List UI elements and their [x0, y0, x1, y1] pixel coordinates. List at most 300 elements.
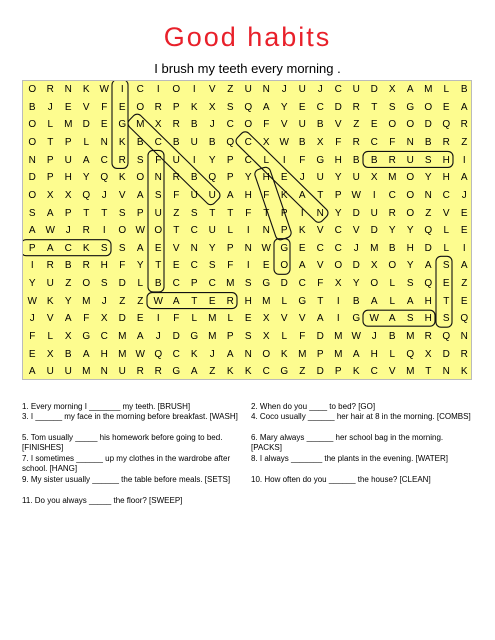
- grid-letter[interactable]: N: [316, 207, 324, 219]
- grid-letter[interactable]: H: [424, 295, 432, 307]
- grid-letter[interactable]: Y: [352, 278, 360, 290]
- grid-letter[interactable]: R: [136, 366, 144, 378]
- grid-letter[interactable]: J: [101, 189, 107, 201]
- grid-letter[interactable]: S: [136, 154, 144, 166]
- grid-letter[interactable]: L: [227, 225, 234, 237]
- grid-letter[interactable]: K: [226, 366, 234, 378]
- grid-letter[interactable]: C: [370, 366, 378, 378]
- grid-letter[interactable]: S: [388, 101, 396, 113]
- grid-letter[interactable]: A: [46, 207, 54, 219]
- grid-letter[interactable]: G: [316, 154, 325, 166]
- grid-letter[interactable]: S: [28, 207, 36, 219]
- grid-letter[interactable]: B: [298, 136, 306, 148]
- grid-letter[interactable]: V: [280, 313, 288, 325]
- grid-letter[interactable]: H: [244, 189, 252, 201]
- grid-letter[interactable]: H: [262, 172, 270, 184]
- grid-letter[interactable]: Z: [227, 84, 234, 95]
- grid-letter[interactable]: I: [192, 154, 196, 166]
- grid-letter[interactable]: A: [388, 313, 396, 325]
- grid-letter[interactable]: D: [118, 278, 126, 290]
- grid-letter[interactable]: I: [372, 189, 376, 201]
- grid-letter[interactable]: O: [262, 348, 271, 360]
- grid-letter[interactable]: V: [316, 225, 324, 237]
- grid-letter[interactable]: X: [370, 172, 378, 184]
- grid-letter[interactable]: F: [263, 189, 270, 201]
- grid-letter[interactable]: K: [118, 172, 126, 184]
- grid-letter[interactable]: S: [406, 278, 414, 290]
- grid-letter[interactable]: X: [370, 260, 378, 272]
- grid-letter[interactable]: A: [316, 313, 324, 325]
- grid-letter[interactable]: K: [118, 136, 126, 148]
- grid-letter[interactable]: C: [100, 154, 108, 166]
- grid-letter[interactable]: N: [406, 136, 414, 148]
- grid-letter[interactable]: O: [406, 172, 415, 184]
- grid-letter[interactable]: F: [155, 154, 162, 166]
- grid-letter[interactable]: V: [442, 207, 450, 219]
- grid-letter[interactable]: J: [353, 242, 359, 254]
- grid-letter[interactable]: I: [156, 313, 160, 325]
- grid-letter[interactable]: R: [82, 225, 90, 237]
- grid-letter[interactable]: N: [28, 154, 36, 166]
- grid-letter[interactable]: I: [336, 295, 340, 307]
- grid-letter[interactable]: T: [371, 101, 378, 113]
- grid-letter[interactable]: Z: [461, 278, 468, 290]
- grid-letter[interactable]: S: [424, 154, 432, 166]
- grid-letter[interactable]: F: [245, 207, 252, 219]
- grid-letter[interactable]: T: [173, 225, 180, 237]
- grid-letter[interactable]: A: [28, 225, 36, 237]
- grid-letter[interactable]: M: [370, 242, 379, 254]
- grid-letter[interactable]: U: [298, 119, 306, 131]
- grid-letter[interactable]: Z: [65, 278, 72, 290]
- grid-letter[interactable]: Q: [226, 136, 235, 148]
- grid-letter[interactable]: A: [82, 348, 90, 360]
- grid-letter[interactable]: S: [406, 313, 414, 325]
- grid-letter[interactable]: Y: [334, 207, 342, 219]
- grid-letter[interactable]: R: [154, 101, 162, 113]
- grid-letter[interactable]: N: [244, 242, 252, 254]
- grid-letter[interactable]: L: [191, 313, 198, 325]
- grid-letter[interactable]: I: [192, 84, 196, 95]
- grid-letter[interactable]: E: [298, 242, 306, 254]
- grid-letter[interactable]: L: [281, 331, 288, 343]
- grid-letter[interactable]: E: [262, 260, 270, 272]
- grid-letter[interactable]: C: [172, 278, 180, 290]
- grid-letter[interactable]: O: [82, 278, 91, 290]
- grid-letter[interactable]: D: [352, 260, 360, 272]
- grid-letter[interactable]: N: [190, 242, 198, 254]
- grid-letter[interactable]: X: [316, 136, 324, 148]
- grid-letter[interactable]: S: [190, 207, 198, 219]
- grid-letter[interactable]: F: [299, 154, 306, 166]
- grid-letter[interactable]: M: [388, 172, 397, 184]
- grid-letter[interactable]: H: [100, 348, 108, 360]
- grid-letter[interactable]: T: [47, 136, 54, 148]
- grid-letter[interactable]: Z: [209, 366, 216, 378]
- grid-letter[interactable]: N: [460, 331, 468, 343]
- grid-letter[interactable]: F: [227, 260, 234, 272]
- grid-letter[interactable]: E: [118, 101, 126, 113]
- grid-letter[interactable]: Y: [280, 101, 288, 113]
- grid-letter[interactable]: I: [336, 313, 340, 325]
- grid-letter[interactable]: C: [442, 189, 450, 201]
- grid-letter[interactable]: E: [460, 207, 468, 219]
- grid-letter[interactable]: P: [334, 189, 342, 201]
- grid-letter[interactable]: V: [334, 119, 342, 131]
- grid-letter[interactable]: O: [136, 172, 145, 184]
- grid-letter[interactable]: E: [442, 278, 450, 290]
- grid-letter[interactable]: R: [154, 366, 162, 378]
- grid-letter[interactable]: O: [172, 84, 181, 95]
- grid-letter[interactable]: U: [244, 84, 252, 95]
- grid-letter[interactable]: A: [352, 348, 360, 360]
- grid-letter[interactable]: W: [45, 225, 55, 237]
- grid-letter[interactable]: P: [190, 278, 198, 290]
- grid-letter[interactable]: I: [246, 225, 250, 237]
- grid-letter[interactable]: J: [317, 84, 323, 95]
- grid-letter[interactable]: P: [46, 154, 54, 166]
- grid-letter[interactable]: O: [28, 136, 37, 148]
- grid-letter[interactable]: B: [352, 295, 360, 307]
- grid-letter[interactable]: P: [334, 366, 342, 378]
- grid-letter[interactable]: R: [352, 136, 360, 148]
- grid-letter[interactable]: N: [100, 366, 108, 378]
- grid-letter[interactable]: K: [244, 366, 252, 378]
- grid-letter[interactable]: Q: [442, 119, 451, 131]
- grid-letter[interactable]: D: [118, 313, 126, 325]
- grid-letter[interactable]: T: [227, 207, 234, 219]
- grid-letter[interactable]: G: [118, 119, 127, 131]
- grid-letter[interactable]: C: [100, 331, 108, 343]
- grid-letter[interactable]: Y: [208, 242, 216, 254]
- grid-letter[interactable]: A: [370, 295, 378, 307]
- grid-letter[interactable]: M: [64, 119, 73, 131]
- grid-letter[interactable]: D: [334, 101, 342, 113]
- grid-letter[interactable]: A: [424, 260, 432, 272]
- grid-letter[interactable]: Y: [244, 172, 252, 184]
- grid-letter[interactable]: F: [101, 101, 108, 113]
- grid-letter[interactable]: U: [154, 207, 162, 219]
- grid-letter[interactable]: E: [154, 242, 162, 254]
- grid-letter[interactable]: I: [120, 84, 124, 95]
- grid-letter[interactable]: A: [406, 295, 414, 307]
- grid-letter[interactable]: Q: [100, 172, 109, 184]
- grid-letter[interactable]: E: [442, 101, 450, 113]
- grid-letter[interactable]: T: [263, 207, 270, 219]
- grid-letter[interactable]: W: [99, 84, 109, 95]
- grid-letter[interactable]: N: [100, 136, 108, 148]
- grid-letter[interactable]: O: [388, 260, 397, 272]
- grid-letter[interactable]: E: [28, 348, 36, 360]
- grid-letter[interactable]: K: [190, 348, 198, 360]
- grid-letter[interactable]: Z: [299, 366, 306, 378]
- grid-letter[interactable]: F: [317, 278, 324, 290]
- grid-letter[interactable]: E: [172, 260, 180, 272]
- grid-letter[interactable]: K: [352, 366, 360, 378]
- grid-letter[interactable]: S: [154, 189, 162, 201]
- grid-letter[interactable]: Z: [353, 119, 360, 131]
- grid-letter[interactable]: W: [27, 295, 37, 307]
- grid-letter[interactable]: G: [262, 278, 271, 290]
- grid-letter[interactable]: T: [209, 207, 216, 219]
- grid-letter[interactable]: T: [425, 366, 432, 378]
- grid-letter[interactable]: M: [118, 348, 127, 360]
- grid-letter[interactable]: X: [154, 119, 162, 131]
- grid-letter[interactable]: I: [462, 154, 466, 166]
- grid-letter[interactable]: R: [460, 119, 468, 131]
- grid-letter[interactable]: R: [460, 348, 468, 360]
- grid-letter[interactable]: A: [460, 172, 468, 184]
- grid-letter[interactable]: Q: [460, 313, 469, 325]
- grid-letter[interactable]: O: [370, 278, 379, 290]
- grid-letter[interactable]: Y: [406, 225, 414, 237]
- grid-letter[interactable]: L: [281, 295, 288, 307]
- grid-letter[interactable]: Q: [154, 348, 163, 360]
- grid-letter[interactable]: S: [100, 278, 108, 290]
- grid-letter[interactable]: G: [352, 313, 361, 325]
- grid-letter[interactable]: D: [316, 366, 324, 378]
- grid-letter[interactable]: F: [299, 331, 306, 343]
- grid-letter[interactable]: V: [352, 225, 360, 237]
- grid-letter[interactable]: O: [424, 101, 433, 113]
- grid-letter[interactable]: D: [442, 348, 450, 360]
- grid-letter[interactable]: J: [29, 313, 35, 325]
- grid-letter[interactable]: B: [388, 242, 396, 254]
- grid-letter[interactable]: C: [226, 119, 234, 131]
- grid-letter[interactable]: O: [406, 189, 415, 201]
- grid-letter[interactable]: I: [30, 260, 34, 272]
- grid-letter[interactable]: K: [82, 84, 90, 95]
- grid-letter[interactable]: D: [280, 278, 288, 290]
- grid-letter[interactable]: Y: [82, 172, 90, 184]
- grid-letter[interactable]: Z: [173, 207, 180, 219]
- grid-letter[interactable]: H: [442, 172, 450, 184]
- grid-letter[interactable]: G: [280, 366, 289, 378]
- grid-letter[interactable]: M: [226, 278, 235, 290]
- grid-letter[interactable]: J: [461, 189, 467, 201]
- grid-letter[interactable]: I: [156, 84, 160, 95]
- grid-letter[interactable]: S: [244, 331, 252, 343]
- grid-letter[interactable]: Z: [425, 207, 432, 219]
- grid-letter[interactable]: A: [136, 331, 144, 343]
- grid-letter[interactable]: A: [172, 295, 180, 307]
- grid-letter[interactable]: R: [46, 260, 54, 272]
- grid-letter[interactable]: X: [334, 278, 342, 290]
- grid-letter[interactable]: M: [424, 84, 433, 95]
- grid-letter[interactable]: Y: [424, 172, 432, 184]
- grid-letter[interactable]: U: [190, 136, 198, 148]
- grid-letter[interactable]: O: [118, 225, 127, 237]
- grid-letter[interactable]: B: [424, 136, 432, 148]
- grid-letter[interactable]: G: [190, 331, 199, 343]
- grid-letter[interactable]: R: [424, 331, 432, 343]
- grid-letter[interactable]: E: [460, 295, 468, 307]
- grid-letter[interactable]: X: [262, 331, 270, 343]
- grid-letter[interactable]: A: [82, 154, 90, 166]
- grid-letter[interactable]: P: [64, 136, 72, 148]
- grid-letter[interactable]: P: [280, 225, 288, 237]
- grid-letter[interactable]: V: [316, 260, 324, 272]
- grid-letter[interactable]: J: [371, 331, 377, 343]
- grid-letter[interactable]: I: [102, 225, 106, 237]
- grid-letter[interactable]: X: [64, 189, 72, 201]
- grid-letter[interactable]: E: [370, 119, 378, 131]
- grid-letter[interactable]: L: [389, 278, 396, 290]
- grid-letter[interactable]: X: [46, 348, 54, 360]
- grid-letter[interactable]: L: [443, 242, 450, 254]
- grid-letter[interactable]: U: [190, 189, 198, 201]
- grid-letter[interactable]: D: [424, 242, 432, 254]
- grid-letter[interactable]: M: [82, 295, 91, 307]
- grid-letter[interactable]: W: [351, 189, 361, 201]
- grid-letter[interactable]: R: [226, 295, 234, 307]
- grid-letter[interactable]: O: [334, 260, 343, 272]
- grid-letter[interactable]: R: [388, 154, 396, 166]
- grid-letter[interactable]: U: [298, 84, 306, 95]
- grid-letter[interactable]: Y: [334, 172, 342, 184]
- grid-letter[interactable]: V: [388, 366, 396, 378]
- grid-letter[interactable]: J: [47, 101, 53, 113]
- grid-letter[interactable]: V: [118, 189, 126, 201]
- grid-letter[interactable]: L: [443, 84, 450, 95]
- grid-letter[interactable]: Q: [424, 278, 433, 290]
- grid-letter[interactable]: S: [118, 242, 126, 254]
- grid-letter[interactable]: T: [317, 189, 324, 201]
- grid-letter[interactable]: T: [155, 260, 162, 272]
- grid-letter[interactable]: U: [370, 207, 378, 219]
- grid-letter[interactable]: R: [172, 119, 180, 131]
- grid-letter[interactable]: M: [208, 331, 217, 343]
- grid-letter[interactable]: A: [460, 260, 468, 272]
- grid-letter[interactable]: S: [442, 313, 450, 325]
- grid-letter[interactable]: U: [46, 366, 54, 378]
- grid-letter[interactable]: C: [244, 136, 252, 148]
- grid-letter[interactable]: M: [208, 313, 217, 325]
- grid-letter[interactable]: I: [246, 260, 250, 272]
- grid-letter[interactable]: U: [64, 366, 72, 378]
- grid-letter[interactable]: K: [82, 242, 90, 254]
- grid-letter[interactable]: J: [101, 295, 107, 307]
- grid-letter[interactable]: M: [334, 331, 343, 343]
- grid-letter[interactable]: P: [226, 331, 234, 343]
- grid-letter[interactable]: J: [209, 348, 215, 360]
- grid-letter[interactable]: C: [334, 242, 342, 254]
- grid-letter[interactable]: H: [442, 154, 450, 166]
- grid-letter[interactable]: K: [460, 366, 468, 378]
- word-search-grid[interactable]: [22, 80, 472, 380]
- grid-letter[interactable]: G: [172, 366, 181, 378]
- grid-letter[interactable]: C: [64, 242, 72, 254]
- grid-letter[interactable]: G: [82, 331, 91, 343]
- grid-letter[interactable]: M: [136, 119, 145, 131]
- grid-letter[interactable]: L: [83, 136, 90, 148]
- grid-letter[interactable]: M: [406, 331, 415, 343]
- grid-letter[interactable]: S: [118, 207, 126, 219]
- grid-letter[interactable]: P: [316, 348, 324, 360]
- grid-letter[interactable]: Z: [137, 295, 144, 307]
- grid-letter[interactable]: A: [226, 189, 234, 201]
- grid-letter[interactable]: L: [137, 278, 144, 290]
- grid-letter[interactable]: T: [191, 295, 198, 307]
- grid-letter[interactable]: W: [369, 313, 379, 325]
- grid-letter[interactable]: S: [244, 278, 252, 290]
- grid-letter[interactable]: B: [136, 136, 144, 148]
- grid-letter[interactable]: G: [406, 101, 415, 113]
- grid-letter[interactable]: M: [118, 331, 127, 343]
- grid-letter[interactable]: D: [316, 331, 324, 343]
- grid-letter[interactable]: W: [279, 136, 289, 148]
- grid-letter[interactable]: E: [280, 172, 288, 184]
- grid-letter[interactable]: Y: [388, 225, 396, 237]
- grid-letter[interactable]: V: [298, 313, 306, 325]
- grid-letter[interactable]: A: [46, 242, 54, 254]
- grid-letter[interactable]: B: [64, 260, 72, 272]
- grid-letter[interactable]: P: [64, 207, 72, 219]
- grid-letter[interactable]: O: [406, 207, 415, 219]
- grid-letter[interactable]: B: [64, 348, 72, 360]
- grid-letter[interactable]: Q: [82, 189, 91, 201]
- grid-letter[interactable]: O: [388, 119, 397, 131]
- grid-letter[interactable]: C: [208, 278, 216, 290]
- grid-letter[interactable]: A: [298, 189, 306, 201]
- grid-letter[interactable]: U: [316, 172, 324, 184]
- grid-letter[interactable]: S: [226, 101, 234, 113]
- grid-letter[interactable]: X: [64, 331, 72, 343]
- grid-letter[interactable]: F: [173, 189, 180, 201]
- grid-letter[interactable]: W: [135, 225, 145, 237]
- grid-letter[interactable]: K: [280, 348, 288, 360]
- grid-letter[interactable]: O: [280, 260, 289, 272]
- grid-letter[interactable]: I: [462, 242, 466, 254]
- grid-letter[interactable]: C: [190, 260, 198, 272]
- grid-letter[interactable]: A: [190, 366, 198, 378]
- grid-letter[interactable]: H: [370, 348, 378, 360]
- grid-letter[interactable]: W: [135, 348, 145, 360]
- grid-letter[interactable]: O: [406, 119, 415, 131]
- grid-letter[interactable]: A: [460, 101, 468, 113]
- grid-letter[interactable]: V: [46, 313, 54, 325]
- grid-letter[interactable]: Q: [424, 225, 433, 237]
- grid-letter[interactable]: A: [406, 84, 414, 95]
- grid-letter[interactable]: U: [172, 154, 180, 166]
- grid-letter[interactable]: J: [209, 119, 215, 131]
- grid-letter[interactable]: D: [82, 119, 90, 131]
- grid-letter[interactable]: W: [261, 242, 271, 254]
- grid-letter[interactable]: E: [136, 313, 144, 325]
- grid-letter[interactable]: A: [136, 189, 144, 201]
- grid-letter[interactable]: Q: [244, 101, 253, 113]
- grid-letter[interactable]: N: [244, 348, 252, 360]
- grid-letter[interactable]: R: [172, 172, 180, 184]
- grid-letter[interactable]: B: [208, 136, 216, 148]
- grid-letter[interactable]: P: [280, 207, 288, 219]
- grid-letter[interactable]: G: [298, 295, 307, 307]
- grid-letter[interactable]: F: [119, 260, 126, 272]
- grid-letter[interactable]: F: [173, 313, 180, 325]
- grid-letter[interactable]: R: [46, 84, 54, 95]
- grid-letter[interactable]: N: [424, 189, 432, 201]
- grid-letter[interactable]: O: [28, 189, 37, 201]
- grid-letter[interactable]: B: [28, 101, 36, 113]
- grid-letter[interactable]: H: [64, 172, 72, 184]
- grid-letter[interactable]: C: [172, 348, 180, 360]
- grid-letter[interactable]: A: [136, 242, 144, 254]
- grid-letter[interactable]: C: [136, 84, 144, 95]
- grid-letter[interactable]: X: [208, 101, 216, 113]
- grid-letter[interactable]: X: [262, 136, 270, 148]
- grid-letter[interactable]: H: [100, 260, 108, 272]
- grid-letter[interactable]: M: [262, 295, 271, 307]
